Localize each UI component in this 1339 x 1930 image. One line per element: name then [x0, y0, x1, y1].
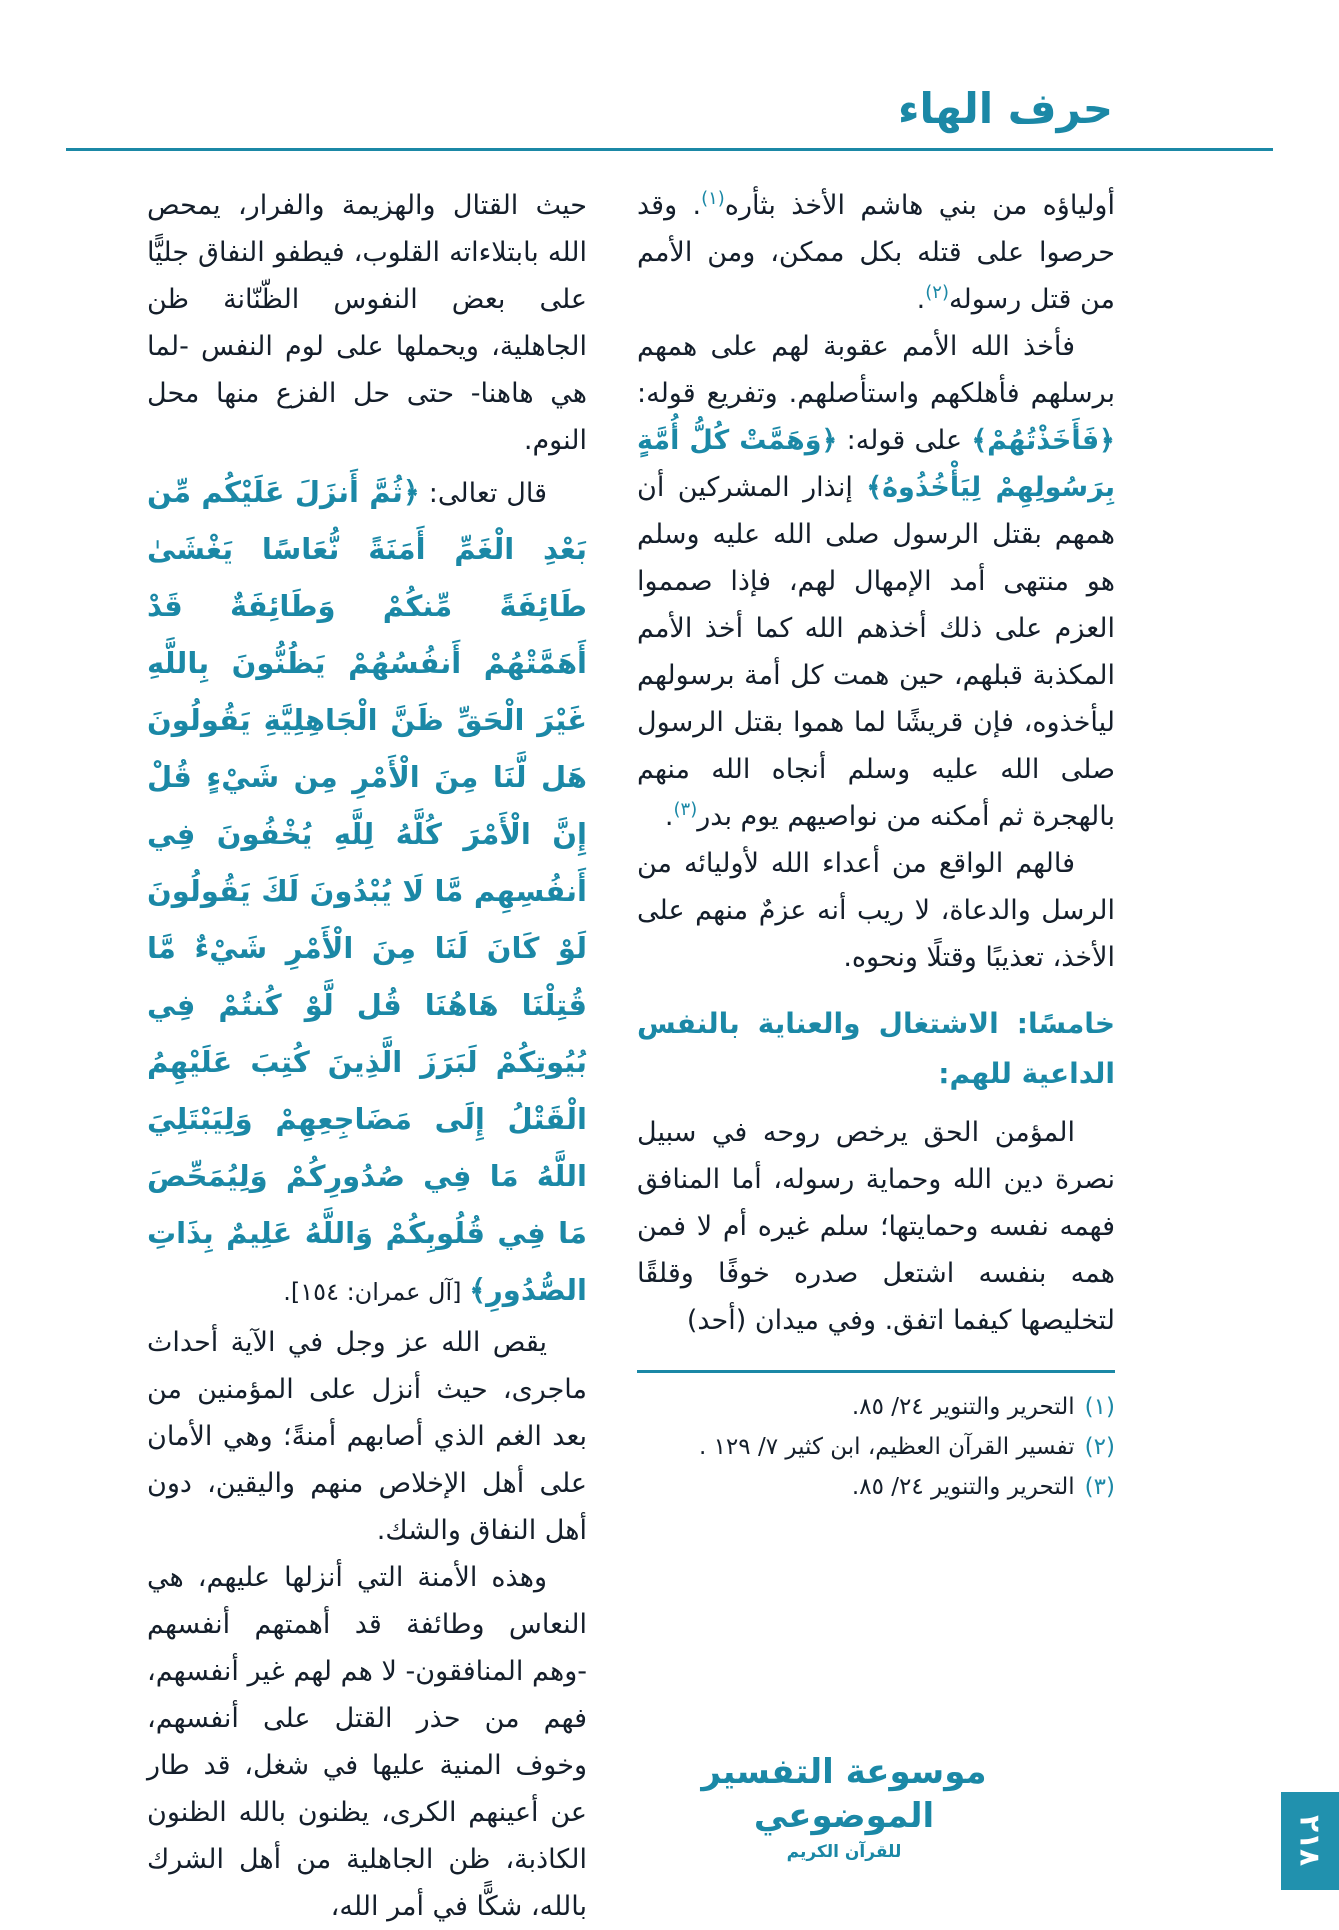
paragraph: وهذه الأمنة التي أنزلها عليهم، هي النعاس وطائفة قد أهمتهم أنفسهم -وهم المنافقون- لا هم لهم غير أنفسهم، فهم من حذر القتل على أنفسهم، وخوف المنية عليها في شغل، قد طار عن أعينهم الكرى، يظنون بالله الظنون الكاذبة، ظن الجاهلية من أهل الشرك بالله، شكًّا في أمر الله، — [147, 1562, 587, 1922]
paragraph-text: على قوله: — [837, 425, 972, 456]
footnote-ref-3: (٣) — [673, 799, 698, 820]
paragraph-text: . — [664, 801, 674, 832]
footnote-number: (١) — [1084, 1394, 1115, 1420]
paragraph: المؤمن الحق يرخص روحه في سبيل نصرة دين الله وحماية رسوله، أما المنافق فهمه نفسه وحمايتها؛ سلم غيره أم لا فمن همه بنفسه اشتعل صدره خوفًا وقلقًا لتخليصها كيفما اتفق. وفي ميدان (أحد) — [637, 1117, 1115, 1336]
paragraph: حيث القتال والهزيمة والفرار، يمحص الله بابتلاءاته القلوب، فيطفو النفاق جليًّا على بعض النفوس الظّنّانة ظن الجاهلية، ويحملها على لوم النفس -لما هي هاهنا- حتى حل الفزع منها محل النوم. — [147, 190, 587, 456]
page-number-block — [1281, 1792, 1339, 1890]
paragraph-text: أولياؤه من بني هاشم الأخذ بثأره — [724, 190, 1115, 221]
footnote-ref-2: (٢) — [925, 282, 949, 303]
page-number: ٢١٨ — [1293, 1815, 1327, 1867]
chapter-header: حرف الهاء — [898, 84, 1113, 133]
paragraph-text: . — [916, 284, 926, 315]
footnote-text: التحرير والتنوير ٢٤/ ٨٥. — [851, 1394, 1075, 1420]
page-body — [147, 182, 1115, 1930]
paragraph-text: . وقد حرصوا على قتله بكل ممكن، ومن الأمم من قتل رسوله — [637, 190, 1115, 315]
footnote-text: التحرير والتنوير ٢٤/ ٨٥. — [851, 1474, 1075, 1500]
publisher-logo — [679, 1750, 1009, 1862]
logo-title: موسوعة التفسير الموضوعي — [701, 1752, 987, 1836]
inline-quran-quote: ﴿فَأَخَذْتُهُمْ﴾ — [971, 425, 1115, 456]
quran-verse: ﴿ثُمَّ أَنزَلَ عَلَيْكُم مِّن بَعْدِ الْغَمِّ أَمَنَةً نُّعَاسًا يَغْشَىٰ طَائِفَةً مِّنكُمْ وَطَائِفَةٌ قَدْ أَهَمَّتْهُمْ أَنفُسُهُمْ يَظُنُّونَ بِاللَّهِ غَيْرَ الْحَقِّ ظَنَّ الْجَاهِلِيَّةِ يَقُولُونَ هَل لَّنَا مِنَ الْأَمْرِ مِن شَيْءٍ قُلْ إِنَّ الْأَمْرَ كُلَّهُ لِلَّهِ يُخْفُونَ فِي أَنفُسِهِم مَّا لَا يُبْدُونَ لَكَ يَقُولُونَ لَوْ كَانَ لَنَا مِنَ الْأَمْرِ شَيْءٌ مَّا قُتِلْنَا هَاهُنَا قُل لَّوْ كُنتُمْ فِي بُيُوتِكُمْ لَبَرَزَ الَّذِينَ كُتِبَ عَلَيْهِمُ الْقَتْلُ إِلَى مَضَاجِعِهِمْ وَلِيَبْتَلِيَ اللَّهُ مَا فِي صُدُورِكُمْ وَلِيُمَحِّصَ مَا فِي قُلُوبِكُمْ وَاللَّهُ عَلِيمٌ بِذَاتِ الصُّدُورِ﴾ — [147, 475, 587, 1307]
paragraph-with-verse — [147, 464, 587, 1319]
footnote-ref-1: (١) — [701, 188, 725, 209]
column-left — [147, 182, 587, 1930]
footnote-number: (٢) — [1084, 1434, 1115, 1460]
paragraph — [637, 182, 1115, 323]
paragraph-text: فأخذ الله الأمم عقوبة لهم على همهم برسلهم فأهلكهم واستأصلهم. وتفريع قوله: — [637, 331, 1115, 409]
footnote — [637, 1387, 1115, 1427]
column-right — [637, 182, 1115, 1930]
footnote-text: تفسير القرآن العظيم، ابن كثير ٧/ ١٢٩ . — [698, 1434, 1075, 1460]
header-divider — [66, 148, 1273, 151]
footnote-number: (٣) — [1084, 1474, 1115, 1500]
section-heading: خامسًا: الاشتغال والعناية بالنفس الداعية للهم: — [637, 1007, 1115, 1090]
paragraph-text: إنذار المشركين أن همهم بقتل الرسول صلى الله عليه وسلم هو منتهى أمد الإمهال لهم، فإذا صمموا العزم على ذلك أخذهم الله كما أخذ الأمم المكذبة قبلهم، حين همت كل أمة برسولهم ليأخذوه، فإن قريشًا لما هموا بقتل الرسول صلى الله عليه وسلم أنجاه الله منهم بالهجرة ثم أمكنه من نواصيهم يوم بدر — [637, 472, 1115, 832]
paragraph — [637, 323, 1115, 840]
ayah-reference: [آل عمران: ١٥٤]. — [283, 1278, 470, 1306]
paragraph-text: قال تعالى: — [419, 478, 547, 509]
paragraph: فالهم الواقع من أعداء الله لأوليائه من الرسل والدعاة، لا ريب أنه عزمٌ منهم على الأخذ، تعذيبًا وقتلًا ونحوه. — [637, 848, 1115, 973]
logo-subtitle: للقرآن الكريم — [786, 1842, 902, 1862]
footnote — [637, 1427, 1115, 1467]
inline-quran-quote: ﴿وَهَمَّتْ كُلُّ أُمَّةٍ بِرَسُولِهِمْ لِيَأْخُذُوهُ﴾ — [637, 425, 1116, 503]
footnote — [637, 1467, 1115, 1507]
footnotes-block — [637, 1370, 1115, 1507]
paragraph: يقص الله عز وجل في الآية أحداث ماجرى، حيث أنزل على المؤمنين من بعد الغم الذي أصابهم أمنةً؛ وهي الأمان على أهل الإخلاص منهم واليقين، دون أهل النفاق والشك. — [147, 1327, 587, 1546]
